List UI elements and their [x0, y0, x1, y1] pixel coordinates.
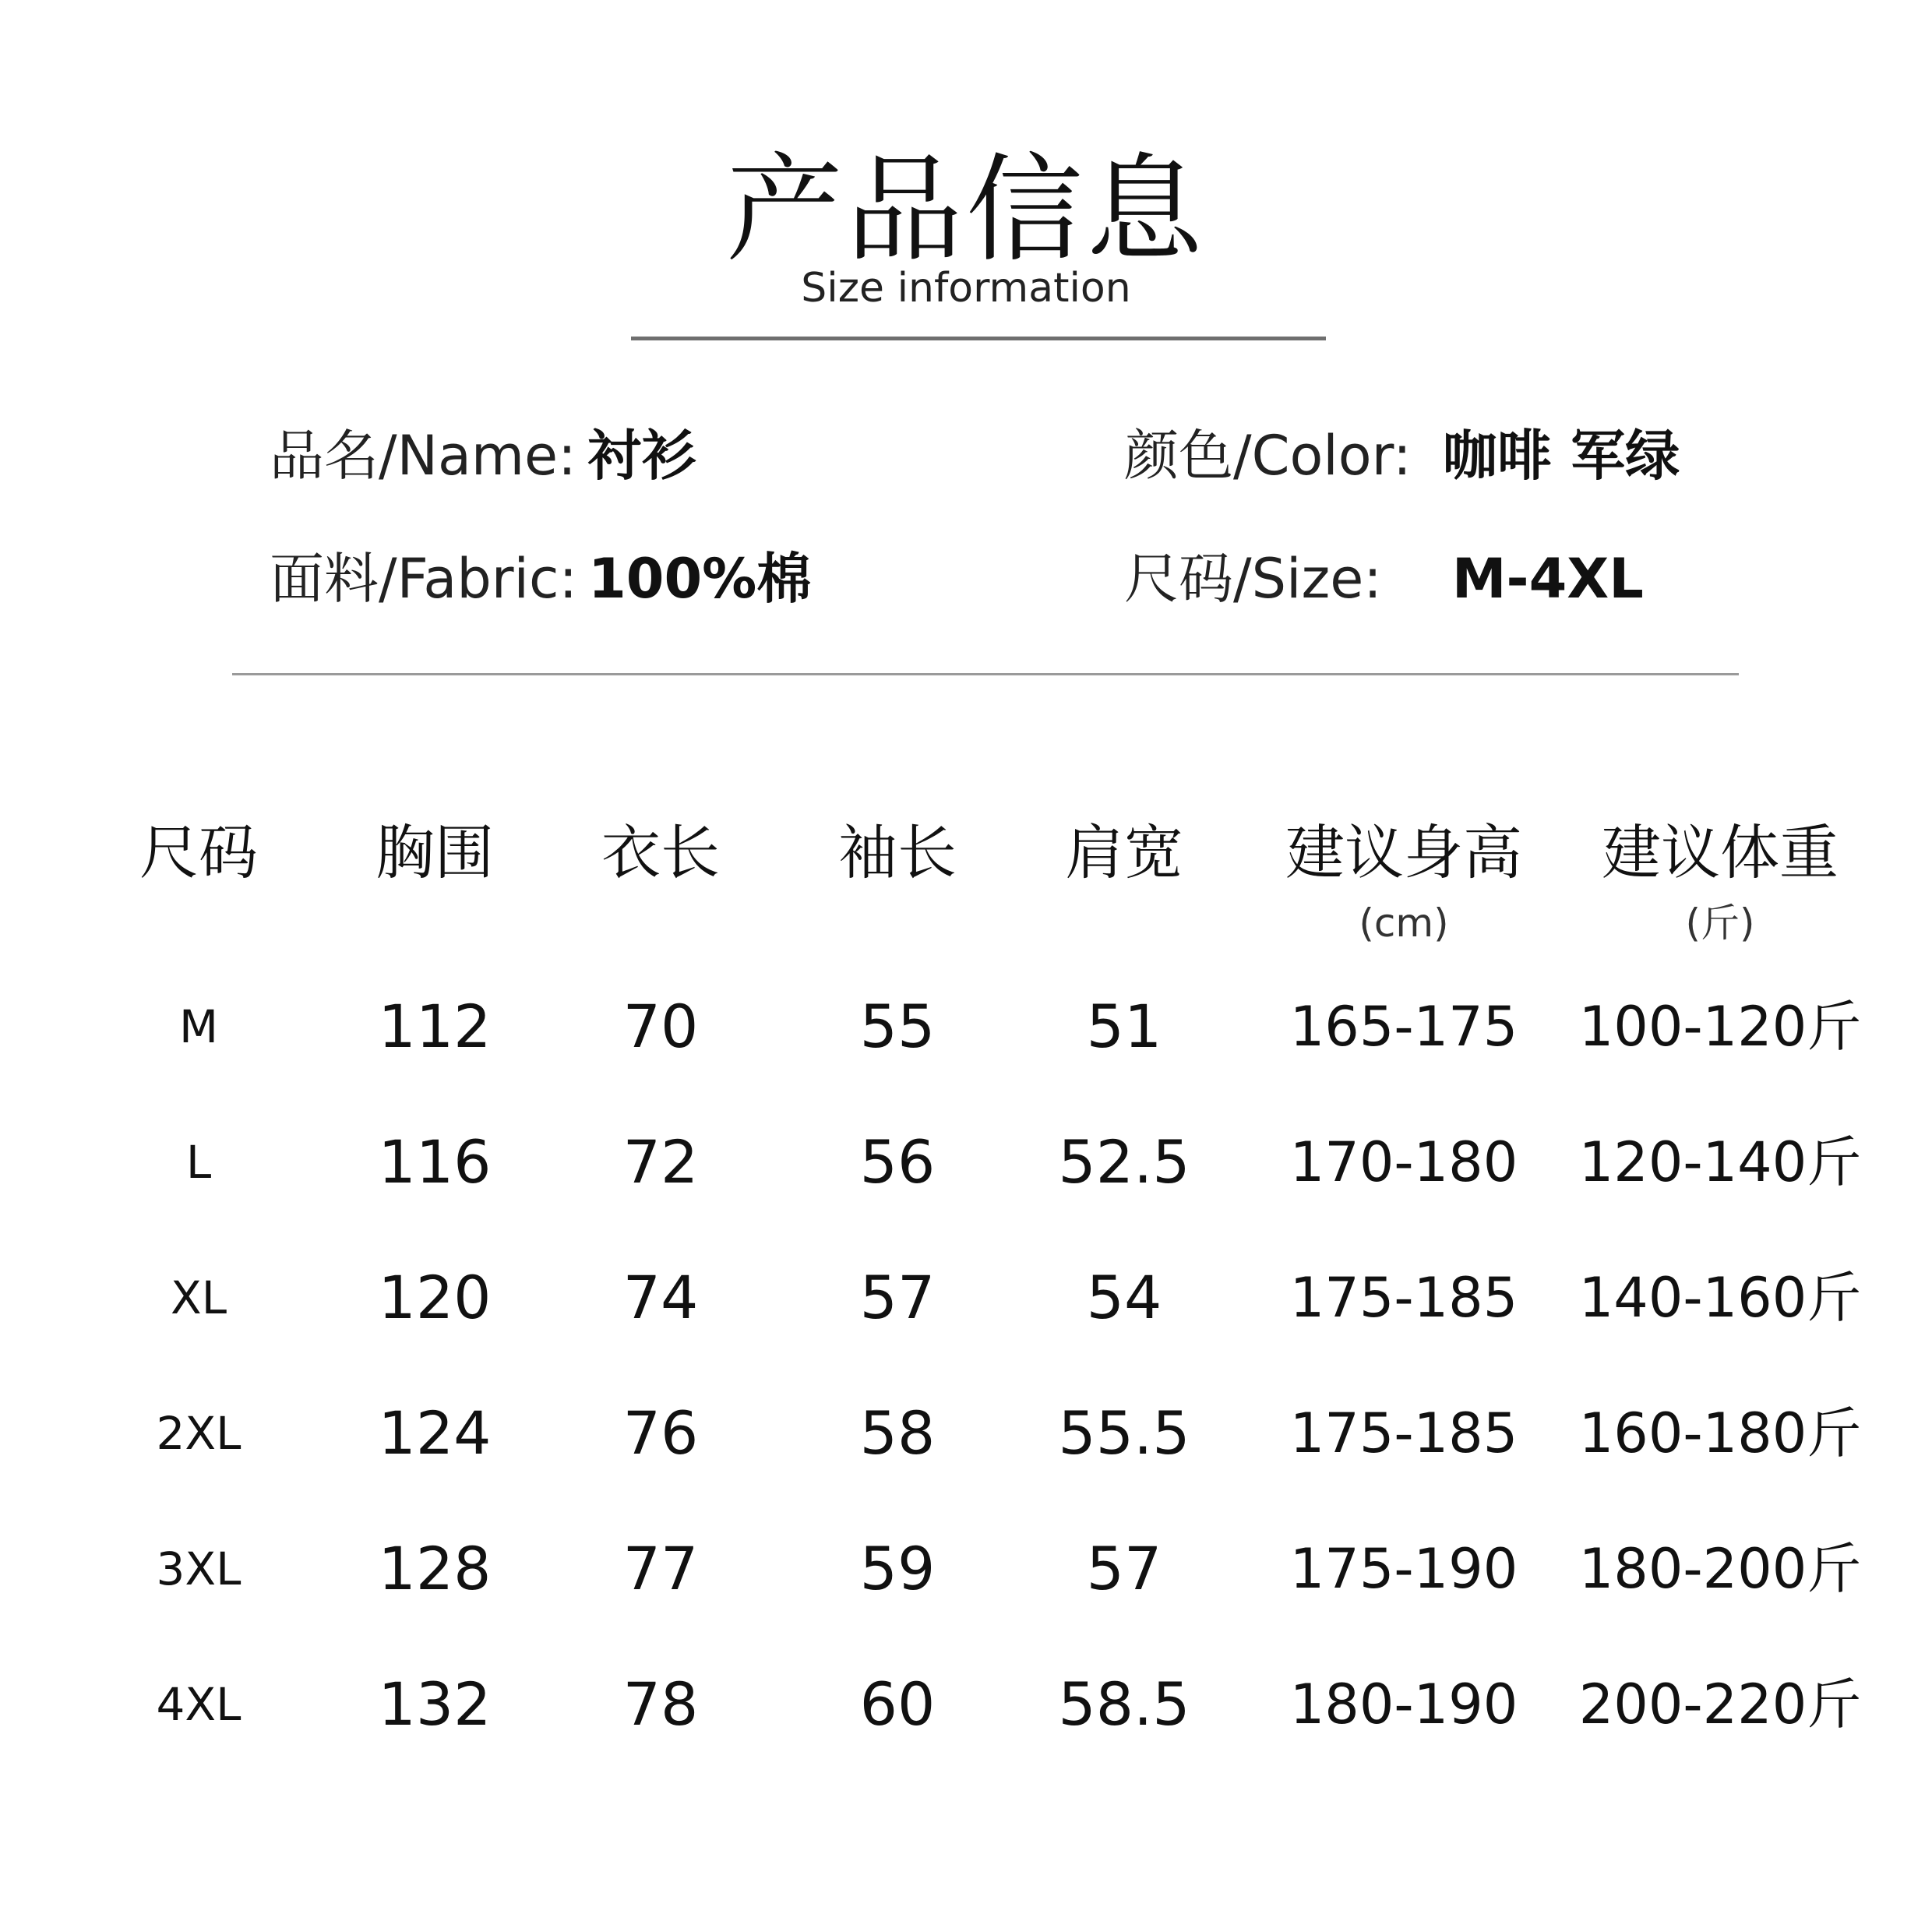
table-cell: 128 [378, 1534, 492, 1603]
table-cell: 57 [859, 1263, 936, 1332]
table-cell: 52.5 [1058, 1127, 1190, 1197]
table-cell: 58.5 [1058, 1669, 1190, 1739]
table-cell: 140-160斤 [1578, 1266, 1862, 1330]
table-cell: 170-180 [1289, 1130, 1518, 1194]
table-cell: 180-200斤 [1578, 1537, 1862, 1601]
size-value: M-4XL [1451, 547, 1644, 611]
table-cell: 4XL [156, 1678, 242, 1731]
table-cell: 72 [622, 1127, 699, 1197]
fabric-label: 面料/Fabric: [270, 547, 578, 611]
table-cell: 100-120斤 [1578, 995, 1862, 1059]
table-cell: 78 [622, 1669, 699, 1739]
table-cell: 55.5 [1058, 1398, 1190, 1468]
table-cell: 175-185 [1289, 1401, 1518, 1465]
size-label: 尺码/Size: [1124, 547, 1382, 611]
table-cell: 175-185 [1289, 1266, 1518, 1330]
table-cell: 56 [859, 1127, 936, 1197]
table-cell: 2XL [156, 1407, 242, 1460]
fabric-value: 100%棉 [588, 547, 812, 611]
table-header: 建议体重 [1602, 818, 1839, 887]
table-header: 衣长 [601, 818, 720, 887]
table-cell: 132 [378, 1669, 492, 1739]
table-cell: 3XL [156, 1542, 242, 1595]
table-cell: 77 [622, 1534, 699, 1603]
table-cell: XL [170, 1271, 227, 1324]
name-label: 品名/Name: [270, 424, 576, 488]
table-cell: 120-140斤 [1578, 1130, 1862, 1194]
table-unit: (cm) [1359, 901, 1449, 946]
page-subtitle: Size information [801, 265, 1131, 312]
name-value: 衬衫 [587, 424, 696, 488]
table-cell: 60 [859, 1669, 936, 1739]
table-cell: 74 [622, 1263, 699, 1332]
table-cell: 180-190 [1289, 1673, 1518, 1736]
table-cell: 165-175 [1289, 995, 1518, 1059]
table-cell: 175-190 [1289, 1537, 1518, 1601]
table-cell: 116 [378, 1127, 492, 1197]
page-title: 产品信息 [725, 143, 1206, 278]
table-cell: M [178, 1000, 219, 1053]
table-cell: L [185, 1136, 212, 1189]
table-cell: 70 [622, 992, 699, 1061]
table-cell: 57 [1086, 1534, 1162, 1603]
table-header: 胸围 [375, 818, 494, 887]
table-header: 建议身高 [1285, 818, 1522, 887]
table-header: 尺码 [139, 818, 258, 887]
table-cell: 59 [859, 1534, 936, 1603]
table-cell: 200-220斤 [1578, 1673, 1862, 1736]
table-cell: 76 [622, 1398, 699, 1468]
table-cell: 112 [378, 992, 492, 1061]
table-header: 袖长 [838, 818, 957, 887]
color-value: 咖啡 军绿 [1442, 424, 1680, 488]
table-cell: 54 [1086, 1263, 1162, 1332]
color-label: 颜色/Color: [1124, 424, 1412, 488]
table-cell: 58 [859, 1398, 936, 1468]
table-cell: 55 [859, 992, 936, 1061]
table-unit: (斤) [1685, 901, 1755, 946]
table-cell: 124 [378, 1398, 492, 1468]
table-header: 肩宽 [1065, 818, 1183, 887]
table-cell: 160-180斤 [1578, 1401, 1862, 1465]
table-cell: 51 [1086, 992, 1162, 1061]
table-cell: 120 [378, 1263, 492, 1332]
